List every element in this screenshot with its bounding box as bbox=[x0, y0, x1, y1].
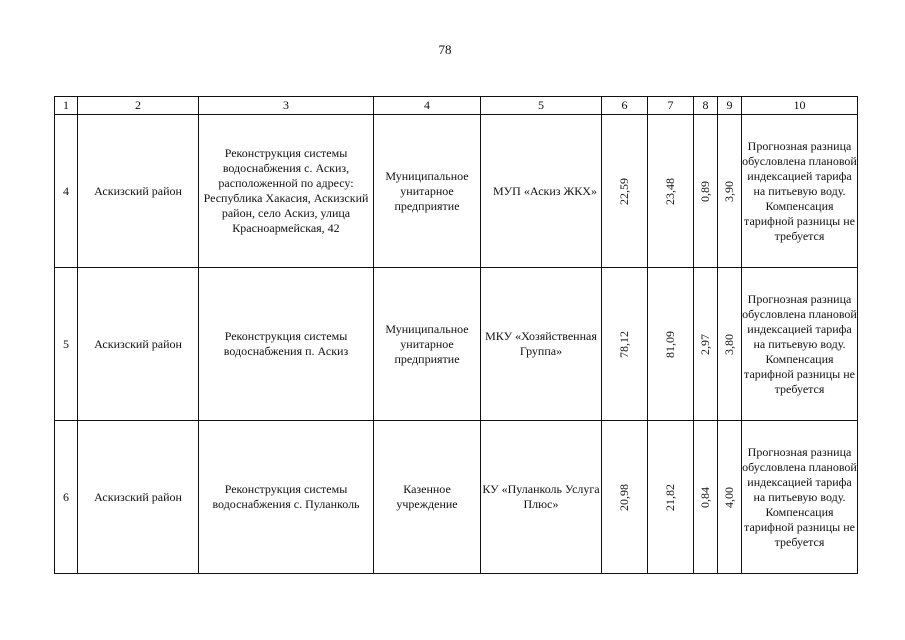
org-type-cell: Муниципальное унитарное предприятие bbox=[374, 115, 481, 268]
value-cell-6 bbox=[602, 268, 648, 421]
project-cell: Реконструкция системы водоснабжения с. Аскиз, расположенной по адресу: Республика Хакасия, Аскизский район, село Аскиз, улица Красноармейская, 42 bbox=[199, 115, 374, 268]
value-8: 0,89 bbox=[698, 180, 712, 202]
row-number: 5 bbox=[55, 268, 78, 421]
table-row bbox=[55, 115, 858, 268]
district-cell: Аскизский район bbox=[78, 268, 199, 421]
tariff-table bbox=[54, 96, 858, 574]
value-6: 22,59 bbox=[617, 177, 631, 205]
value-cell-7 bbox=[648, 268, 694, 421]
value-7: 81,09 bbox=[663, 330, 677, 358]
column-header: 10 bbox=[742, 97, 858, 115]
table-row bbox=[55, 268, 858, 421]
table-row bbox=[55, 421, 858, 574]
value-9: 3,80 bbox=[722, 333, 736, 355]
column-header: 8 bbox=[694, 97, 718, 115]
column-header: 6 bbox=[602, 97, 648, 115]
value-7: 23,48 bbox=[663, 177, 677, 205]
district-cell: Аскизский район bbox=[78, 115, 199, 268]
column-header: 7 bbox=[648, 97, 694, 115]
project-cell: Реконструкция системы водоснабжения с. Пуланколь bbox=[199, 421, 374, 574]
column-header: 2 bbox=[78, 97, 199, 115]
value-7: 21,82 bbox=[663, 483, 677, 511]
org-name-cell: МКУ «Хозяйственная Группа» bbox=[481, 268, 602, 421]
value-cell-8 bbox=[694, 421, 718, 574]
value-cell-6 bbox=[602, 115, 648, 268]
value-cell-9 bbox=[718, 421, 742, 574]
row-number: 6 bbox=[55, 421, 78, 574]
value-cell-9 bbox=[718, 115, 742, 268]
column-header: 9 bbox=[718, 97, 742, 115]
project-cell: Реконструкция системы водоснабжения п. Аскиз bbox=[199, 268, 374, 421]
value-8: 0,84 bbox=[698, 486, 712, 508]
value-cell-8 bbox=[694, 115, 718, 268]
org-name-cell: КУ «Пуланколь Услуга Плюс» bbox=[481, 421, 602, 574]
column-header: 5 bbox=[481, 97, 602, 115]
value-9: 4,00 bbox=[722, 486, 736, 508]
org-type-cell: Муниципальное унитарное предприятие bbox=[374, 268, 481, 421]
value-cell-6 bbox=[602, 421, 648, 574]
district-cell: Аскизский район bbox=[78, 421, 199, 574]
value-cell-7 bbox=[648, 421, 694, 574]
column-header: 3 bbox=[199, 97, 374, 115]
value-cell-7 bbox=[648, 115, 694, 268]
value-8: 2,97 bbox=[698, 333, 712, 355]
row-number: 4 bbox=[55, 115, 78, 268]
page-number: 78 bbox=[438, 42, 452, 57]
note-cell: Прогнозная разница обусловлена плановой индексацией тарифа на питьевую воду. Компенсация тарифной разницы не требуется bbox=[742, 115, 858, 268]
value-cell-9 bbox=[718, 268, 742, 421]
value-6: 20,98 bbox=[617, 483, 631, 511]
org-type-cell: Казенное учреждение bbox=[374, 421, 481, 574]
column-header: 4 bbox=[374, 97, 481, 115]
column-header: 1 bbox=[55, 97, 78, 115]
value-6: 78,12 bbox=[617, 330, 631, 358]
value-9: 3,90 bbox=[722, 180, 736, 202]
note-cell: Прогнозная разница обусловлена плановой индексацией тарифа на питьевую воду. Компенсация тарифной разницы не требуется bbox=[742, 421, 858, 574]
note-cell: Прогнозная разница обусловлена плановой индексацией тарифа на питьевую воду. Компенсация тарифной разницы не требуется bbox=[742, 268, 858, 421]
header-row bbox=[55, 97, 858, 115]
value-cell-8 bbox=[694, 268, 718, 421]
org-name-cell: МУП «Аскиз ЖКХ» bbox=[481, 115, 602, 268]
